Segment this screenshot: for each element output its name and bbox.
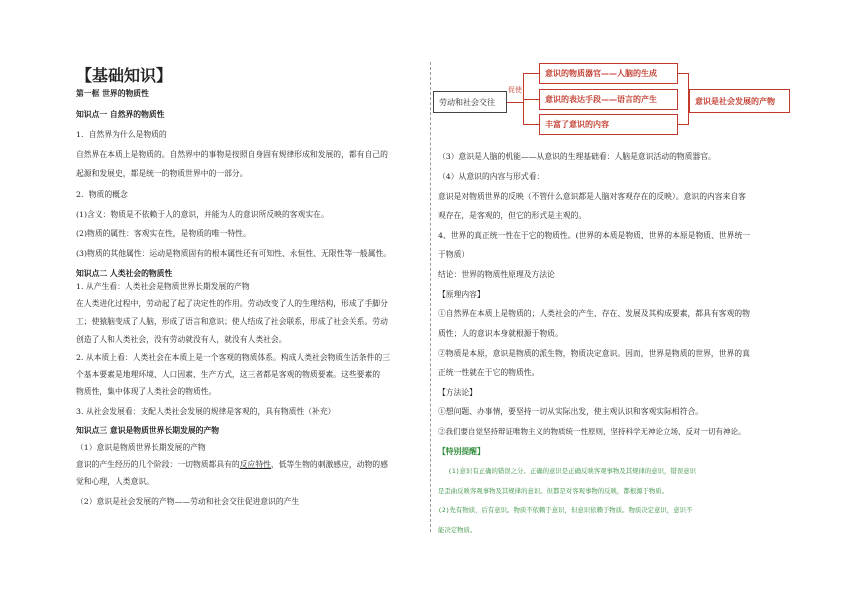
diagram-item-3-label: 丰富了意识的内容	[545, 120, 609, 129]
right-para-7b: 质性；人的意识本身就根源于物质。	[438, 329, 563, 338]
para-10a	[76, 459, 388, 470]
right-para-3a: 意识是对物质世界的反映（不管什么意识都是人脑对客观存在的反映）。意识的内容来自客	[438, 192, 746, 201]
para-9: （1）意识是物质世界长期发展的产物	[76, 443, 206, 452]
principle-heading: 【原理内容】	[438, 290, 485, 299]
right-para-8a: ②物质是本原，意识是物质的派生物，物质决定意识。因而，世界是物质的世界，世界的真	[438, 349, 750, 358]
tip-2b: 能决定物质。	[438, 526, 477, 534]
para-6c: 创造了人和人类社会，没有劳动就没有人，就没有人类社会。	[76, 335, 287, 344]
diagram-source-label: 劳动和社会交往	[439, 97, 495, 107]
connector-top	[523, 73, 539, 74]
diagram-item-1-label: 意识的物质器官——人脑的生成	[545, 69, 657, 78]
diagram-result-label: 意识是社会发展的产物	[695, 96, 775, 106]
tip-1b: 是歪曲反映客观事物及其规律的意识。但都是对客观事物的反映，都根源于物质。	[438, 487, 669, 495]
diagram-source-box	[433, 91, 507, 113]
tip-2a: (2)先有物质，后有意识。物质不依赖于意识，但意识依赖于物质。物质决定意识，意识不	[438, 506, 693, 514]
para-7c: 物质性，集中体现了人类社会的物质性。	[76, 387, 217, 396]
diagram-item-2-label: 意识的表达手段——语言的产生	[545, 95, 657, 104]
para-4: (3)物质的其他属性：运动是物质固有的根本属性还有可知性、永恒性、无限性等一般属性。	[76, 249, 392, 258]
right-para-4b: 于物质）	[438, 250, 470, 259]
right-para-2: （4）从意识的内容与形式看：	[438, 172, 545, 181]
para-3: (2)物质的属性：客观实在性，是物质的唯一特性。	[76, 229, 251, 238]
diagram-connector-label: 促使	[508, 86, 522, 94]
connector-bot	[523, 124, 539, 125]
tip-heading: 【特别提醒】	[438, 447, 485, 456]
para-10b: 觉和心理，人类意识。	[76, 477, 154, 486]
para-1a: 自然界在本质上是物质的。自然界中的事物是按照自身固有规律形成和发展的，都有自己的	[76, 150, 388, 159]
diagram-item-3	[539, 114, 678, 135]
para-1b: 起源和发展史，都是统一的物质世界中的一部分。	[76, 169, 248, 178]
section-title: 第一框 世界的物质性	[76, 89, 149, 98]
para-7b: 个基本要素是地理环境、人口因素、生产方式，这三者都是客观的物质要素。这些要素的	[76, 370, 381, 379]
reaction-property: 反应特性	[239, 460, 271, 469]
right-para-7a: ①自然界在本质上是物质的；人类社会的产生、存在、发展及其构成要素，都具有客观的物	[438, 309, 750, 318]
diagram-item-1	[539, 63, 678, 84]
right-para-1: （3）意识是人脑的机能——从意识的生理基础看：人脑是意识活动的物质器官。	[438, 152, 716, 161]
diagram-item-2	[539, 89, 678, 110]
para-5: 1. 从产生看：人类社会是物质世界长期发展的产物	[76, 282, 250, 291]
para-6b: 工；使猿脑变成了人脑，形成了语言和意识；使人结成了社会联系，形成了社会关系。劳动	[76, 317, 388, 326]
result-bracket-top	[678, 73, 688, 74]
para-10a-pre: 意识的产生经历的几个阶段：一切物质都具有的	[76, 460, 240, 469]
right-para-5: 结论：世界的物质性原理及方法论	[438, 270, 555, 279]
diagram-result-box	[689, 89, 790, 113]
kp1-title: 知识点一 自然界的物质性	[76, 110, 165, 119]
right-para-4a: 4、世界的真正统一性在于它的物质性。(世界的本质是物质、世界的本原是物质、世界统一	[438, 231, 751, 240]
method-heading: 【方法论】	[438, 388, 477, 397]
page-title: 【基础知识】	[76, 66, 173, 85]
question-1: 1．自然界为什么是物质的	[76, 130, 167, 139]
kp2-title: 知识点二 人类社会的物质性	[76, 269, 173, 278]
para-8: 3. 从社会发展看：支配人类社会发展的规律是客观的，具有物质性（补充）	[76, 407, 336, 416]
result-bracket-bot	[678, 124, 688, 125]
para-6a: 在人类进化过程中，劳动起了起了决定性的作用。劳动改变了人的生理结构，形成了手脚分	[76, 299, 388, 308]
connector-mid	[523, 99, 539, 100]
para-7a: 2. 从本质上看：人类社会在本质上是一个客观的物质体系。构成人类社会物质生活条件的三	[76, 353, 390, 362]
para-11: （2）意识是社会发展的产物——劳动和社会交往促进意识的产生	[76, 497, 300, 506]
connector-h1	[507, 102, 523, 103]
right-para-10: ①想问题、办事情，要坚持一切从实际出发，使主观认识和客观实际相符合。	[438, 407, 704, 416]
kp3-title: 知识点三 意识是物质世界长期发展的产物	[76, 426, 220, 435]
tip-1a: (1)意识有正确的错误之分。正确的意识是正确反映客观事物及其规律的意识，错误意识	[448, 467, 696, 475]
para-2: (1)含义：物质是不依赖于人的意识，并能为人的意识所反映的客观实在。	[76, 210, 329, 219]
para-10a-post: ，低等生物的刺激感应，动物的感	[270, 460, 388, 469]
right-para-11: ②我们要自觉坚持辩证唯物主义的物质统一性原则，坚持科学无神论立场，反对一切有神论。	[438, 427, 746, 436]
right-para-3b: 观存在，是客观的，但它的形式是主观的。	[438, 211, 587, 220]
right-para-8b: 正统一性就在于它的物质性。	[438, 368, 540, 377]
column-divider	[430, 62, 431, 532]
question-2: 2．物质的概念	[76, 190, 128, 199]
